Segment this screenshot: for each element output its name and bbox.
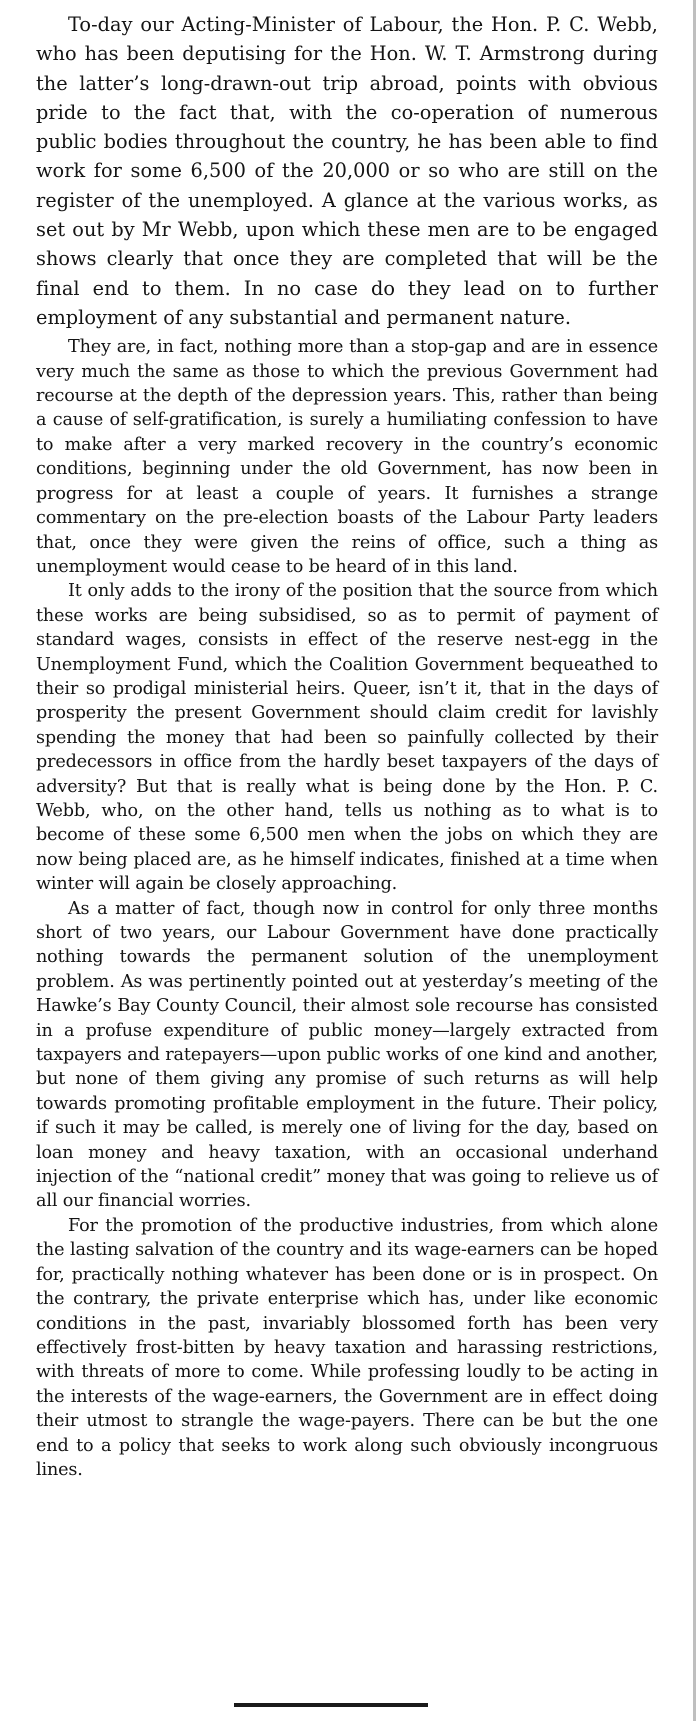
- article-paragraph-4: As a matter of fact, though now in control for only three months short of two years, our Labour Government have done practically nothing towards the permanent solution of the unemployment problem. As was pertinently pointed out at yesterday’s meeting of the Hawke’s Bay County Council, their almost sole recourse has consisted in a profuse expenditure of public money—largely extracted from taxpayers and ratepayers—upon public works of one kind and another, but none of them giving any promise of such returns as will help towards promoting profitable employment in the future. Their policy, if such it may be called, is merely one of living for the day, based on loan money and heavy taxation, with an occasional underhand injection of the “national credit” money that was going to relieve us of all our financial worries.: [36, 898, 658, 1212]
- article-end-rule: [234, 1703, 428, 1707]
- article-paragraph-2: They are, in fact, nothing more than a stop-gap and are in essence very much the same as those to which the previous Government had recourse at the depth of the depression years. This, rather than being a cause of self-gratification, is surely a humiliating confession to have to make after a very marked recovery in the country’s economic conditions, beginning under the old Government, has now been in progress for at least a couple of years. It furnishes a strange commentary on the pre-election boasts of the Labour Party leaders that, once they were given the reins of office, such a thing as unemployment would cease to be heard of in this land.: [36, 337, 658, 577]
- article-paragraph-1: To-day our Acting-Minister of Labour, the Hon. P. C. Webb, who has been deputising for the Hon. W. T. Armstrong during the latter’s long-drawn-out trip abroad, points with obvious pride to the fact that, with the co-operation of numerous public bodies throughout the country, he has been able to find work for some 6,500 of the 20,000 or so who are still on the register of the unemployed. A glance at the various works, as set out by Mr Webb, upon which these men are to be engaged shows clearly that once they are completed that will be the final end to them. In no case do they lead on to further employment of any substantial and permanent nature.: [36, 13, 658, 329]
- editorial-column: [36, 10, 658, 1482]
- article-paragraph-3: It only adds to the irony of the position that the source from which these works are being subsidised, so as to permit of payment of standard wages, consists in effect of the reserve nest-egg in the Unemployment Fund, which the Coalition Government bequeathed to their so prodigal ministerial heirs. Queer, isn’t it, that in the days of prosperity the present Government should claim credit for lavishly spending the money that had been so painfully collected by their predecessors in office from the hardly beset taxpayers of the days of adversity? But that is really what is being done by the Hon. P. C. Webb, who, on the other hand, tells us nothing as to what is to become of these some 6,500 men when the jobs on which they are now being placed are, as he himself indicates, finished at a time when winter will again be closely approaching.: [36, 581, 658, 895]
- article-paragraph-5: For the promotion of the productive industries, from which alone the lasting salvation of the country and its wage-earners can be hoped for, practically nothing whatever has been done or is in prospect. On the contrary, the private enterprise which has, under like economic conditions in the past, invariably blossomed forth has been very effectively frost-bitten by heavy taxation and harassing restrictions, with threats of more to come. While professing loudly to be acting in the interests of the wage-earners, the Government are in effect doing their utmost to strangle the wage-payers. There can be but the one end to a policy that seeks to work along such obviously incongruous lines.: [36, 1215, 658, 1480]
- column-edge-rule: [693, 0, 696, 1721]
